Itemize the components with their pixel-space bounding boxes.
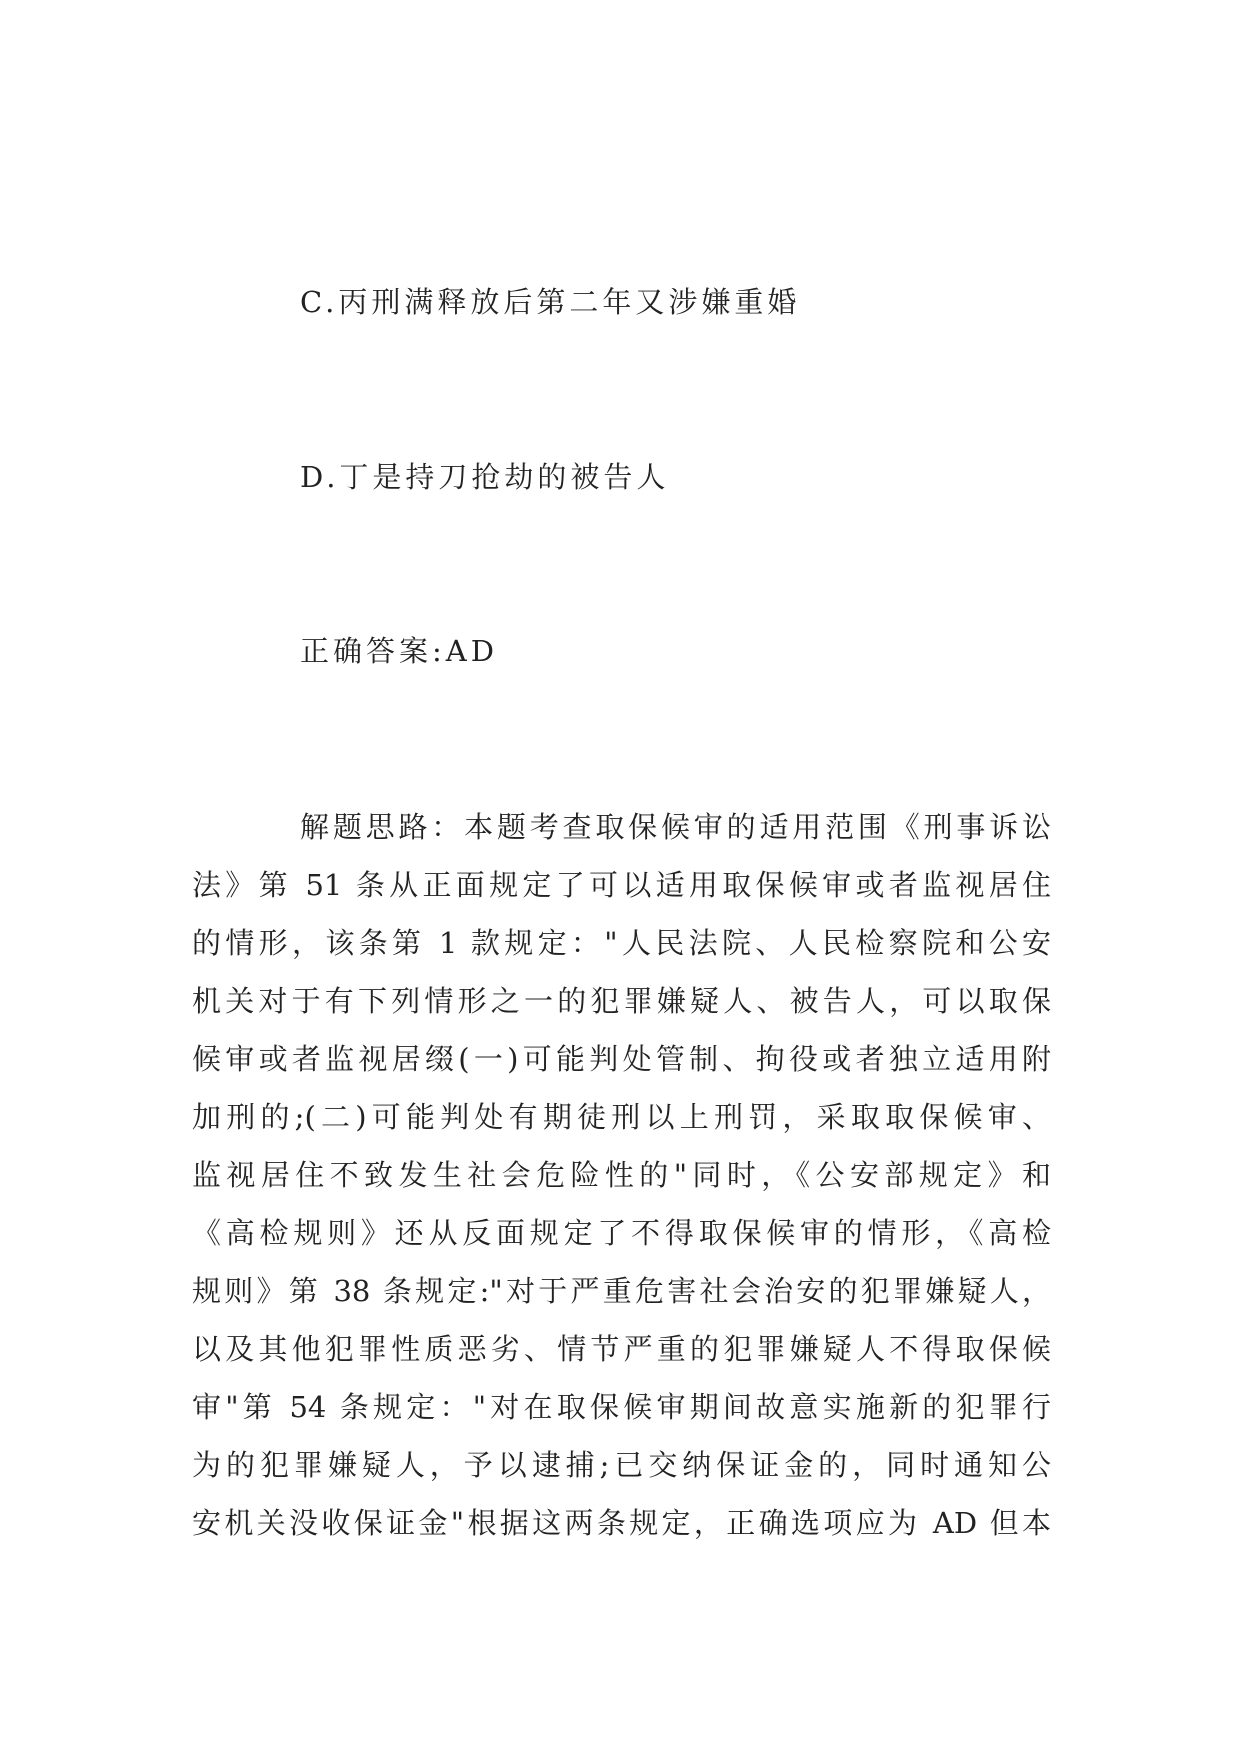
explanation-line: 审"第 54 条规定："对在取保候审期间故意实施新的犯罪行 — [192, 1390, 1051, 1424]
explanation-line: 加刑的;(二)可能判处有期徒刑以上刑罚，采取取保候审、 — [192, 1100, 1051, 1134]
explanation-line: 监视居住不致发生社会危险性的"同时，《公安部规定》和 — [192, 1158, 1051, 1192]
explanation-line: 以及其他犯罪性质恶劣、情节严重的犯罪嫌疑人不得取保候 — [192, 1332, 1051, 1366]
option-c: C.丙刑满释放后第二年又涉嫌重婚 — [300, 285, 801, 319]
option-d: D.丁是持刀抢劫的被告人 — [300, 460, 670, 494]
explanation-line: 法》第 51 条从正面规定了可以适用取保候审或者监视居住 — [192, 868, 1051, 902]
explanation-line: 为的犯罪嫌疑人，予以逮捕;已交纳保证金的，同时通知公 — [192, 1448, 1051, 1482]
explanation-line: 候审或者监视居缀(一)可能判处管制、拘役或者独立适用附 — [192, 1042, 1051, 1076]
explanation-line: 机关对于有下列情形之一的犯罪嫌疑人、被告人，可以取保 — [192, 984, 1051, 1018]
explanation-line: 解题思路：本题考查取保候审的适用范围《刑事诉讼 — [300, 810, 1051, 844]
explanation-line: 的情形，该条第 1 款规定："人民法院、人民检察院和公安 — [192, 926, 1051, 960]
explanation-line: 安机关没收保证金"根据这两条规定，正确选项应为 AD 但本 — [192, 1506, 1051, 1540]
explanation-line: 规则》第 38 条规定:"对于严重危害社会治安的犯罪嫌疑人， — [192, 1274, 1051, 1308]
correct-answer: 正确答案:AD — [300, 634, 498, 668]
explanation-line: 《高检规则》还从反面规定了不得取保候审的情形，《高检 — [192, 1216, 1051, 1250]
explanation-paragraph — [192, 807, 1051, 1561]
